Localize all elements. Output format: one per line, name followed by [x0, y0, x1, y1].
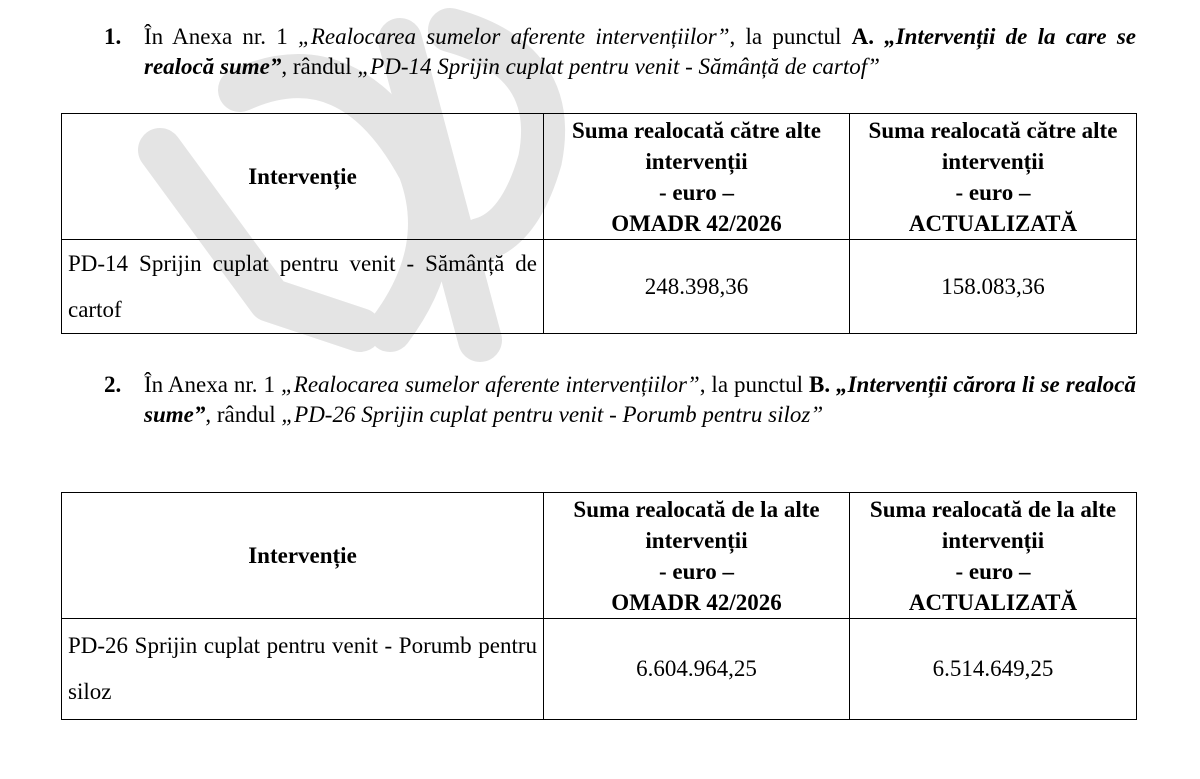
item-number: 2.: [104, 372, 122, 397]
cell-amount-updated: 158.083,36: [850, 240, 1137, 334]
item-number: 1.: [104, 24, 122, 49]
cell-amount-updated: 6.514.649,25: [850, 619, 1137, 720]
item-text: În Anexa nr. 1 „Realocarea sumelor aferente intervențiilor”, la punctul B. „Intervenții cărora li se realocă sume”, rândul „PD-26 Sprijin cuplat pentru venit - Porumb pentru siloz”: [144, 372, 1136, 427]
header-intervention: Intervenție: [62, 493, 544, 619]
header-amount-updated: Suma realocată către alte intervenții - euro – ACTUALIZATĂ: [850, 114, 1137, 240]
reallocation-table-1: [61, 113, 1137, 334]
table-header-row: [62, 493, 1137, 619]
header-amount-omadr: Suma realocată către alte intervenții - euro – OMADR 42/2026: [544, 114, 850, 240]
header-amount-updated: Suma realocată de la alte intervenții - euro – ACTUALIZATĂ: [850, 493, 1137, 619]
table-row: [62, 619, 1137, 720]
table-header-row: [62, 114, 1137, 240]
annex-title: „Realocarea sumelor aferente intervențiilor”: [281, 372, 700, 397]
point-letter: A.: [851, 24, 874, 49]
point-title: „Intervenții cărora li se realocă sume”: [144, 372, 1136, 427]
point-title: „Intervenții de la care se realocă sume”: [144, 24, 1136, 79]
item-text: În Anexa nr. 1 „Realocarea sumelor aferente intervențiilor”, la punctul A. „Intervenții de la care se realocă sume”, rândul „PD-14 Sprijin cuplat pentru venit - Sămânță de cartof”: [144, 24, 1136, 79]
annex-title: „Realocarea sumelor aferente intervențiilor”: [298, 24, 730, 49]
header-intervention: Intervenție: [62, 114, 544, 240]
table-row: [62, 240, 1137, 334]
cell-amount-omadr: 6.604.964,25: [544, 619, 850, 720]
header-amount-omadr: Suma realocată de la alte intervenții - euro – OMADR 42/2026: [544, 493, 850, 619]
amendment-item-1: [104, 22, 1136, 82]
row-title: „PD-26 Sprijin cuplat pentru venit - Porumb pentru siloz”: [281, 402, 824, 427]
cell-intervention: PD-26 Sprijin cuplat pentru venit - Porumb pentru siloz: [62, 619, 544, 720]
reallocation-table-2: [61, 492, 1137, 720]
cell-intervention: PD-14 Sprijin cuplat pentru venit - Sămânță de cartof: [62, 240, 544, 334]
row-title: „PD-14 Sprijin cuplat pentru venit - Sămânță de cartof”: [357, 54, 880, 79]
point-letter: B.: [808, 372, 831, 397]
cell-amount-omadr: 248.398,36: [544, 240, 850, 334]
amendment-item-2: [104, 370, 1136, 430]
